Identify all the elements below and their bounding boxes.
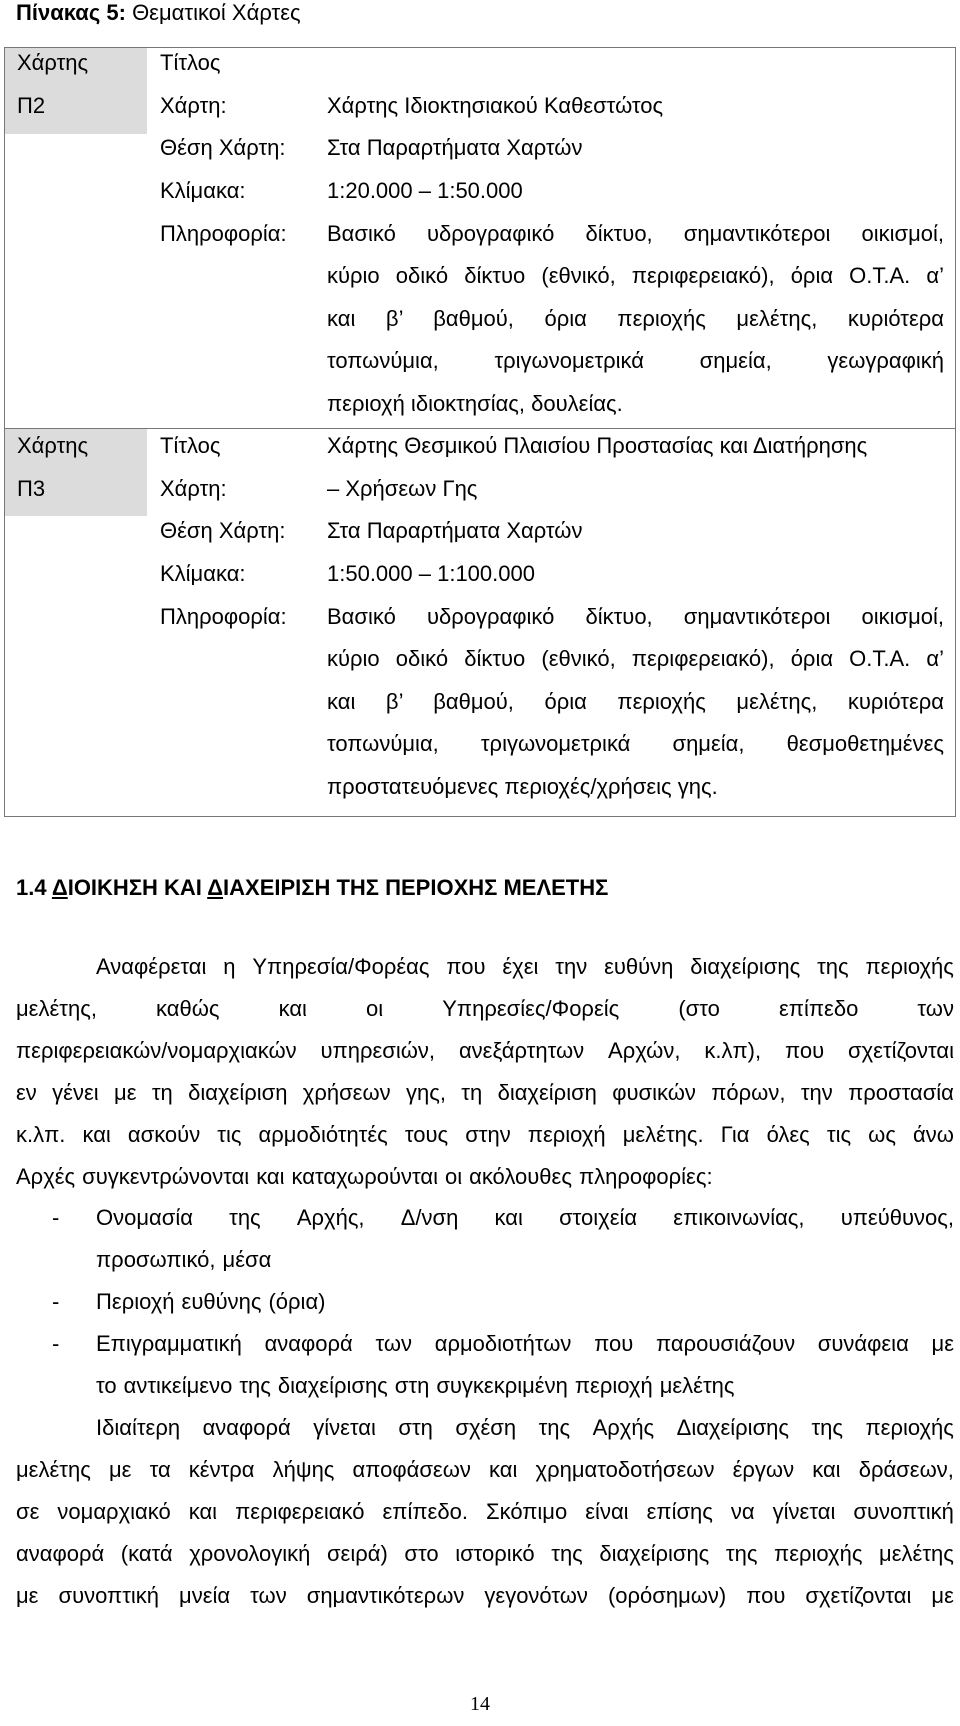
bullet-dash: - bbox=[52, 1205, 60, 1230]
field-label: Χάρτη: bbox=[160, 93, 227, 118]
field-value: Χάρτης Θεσμικού Πλαισίου Προστασίας και Διατήρησης bbox=[327, 433, 868, 458]
table-caption bbox=[16, 0, 301, 26]
body-line: Αναφέρεται η Υπηρεσία/Φορέας που έχει την ευθύνη διαχείρισης της περιοχής bbox=[96, 954, 954, 979]
page-number: 14 bbox=[470, 1693, 490, 1715]
field-value: Στα Παραρτήματα Χαρτών bbox=[327, 135, 583, 160]
section-title-part: Δ bbox=[51, 875, 68, 900]
caption-label: Πίνακας 5: bbox=[16, 0, 126, 25]
field-label: Πληροφορία: bbox=[160, 604, 287, 629]
field-value-line: και β’ βαθμού, όρια περιοχής μελέτης, κυριότερα bbox=[327, 689, 944, 714]
body-line: Περιοχή ευθύνης (όρια) bbox=[96, 1289, 326, 1314]
section-title-part: ΙΑΧΕΙΡΙΣΗ ΤΗΣ ΠΕΡΙΟΧΗΣ ΜΕΛΕΤΗΣ bbox=[223, 875, 609, 900]
body-line: σε νομαρχιακό και περιφερειακό επίπεδο. Σκόπιμο είναι επίσης να γίνεται συνοπτική bbox=[16, 1499, 954, 1524]
section-title-part: Δ bbox=[207, 875, 224, 900]
section-title bbox=[52, 875, 608, 900]
field-label: Πληροφορία: bbox=[160, 221, 287, 246]
body-line: Αρχές συγκεντρώνονται και καταχωρούνται οι ακόλουθες πληροφορίες: bbox=[16, 1164, 713, 1189]
field-value-line: Βασικό υδρογραφικό δίκτυο, σημαντικότεροι οικισμοί, bbox=[327, 221, 944, 246]
body-line: περιφερειακών/νομαρχιακών υπηρεσιών, ανεξάρτητων Αρχών, κ.λπ), που σχετίζονται bbox=[16, 1038, 954, 1063]
body-line: το αντικείμενο της διαχείρισης στη συγκεκριμένη περιοχή μελέτης bbox=[96, 1373, 735, 1398]
map-id-line2: Π2 bbox=[17, 93, 46, 118]
field-label: Τίτλος bbox=[160, 433, 221, 458]
field-value: 1:50.000 – 1:100.000 bbox=[327, 561, 535, 586]
section-heading bbox=[16, 875, 608, 901]
field-value: Χάρτης Ιδιοκτησιακού Καθεστώτος bbox=[327, 93, 664, 118]
field-value-line: κύριο οδικό δίκτυο (εθνικό, περιφερειακό), όρια Ο.Τ.Α. α’ bbox=[327, 263, 944, 288]
map-id-line1: Χάρτης bbox=[17, 50, 89, 75]
bullet-dash: - bbox=[52, 1331, 60, 1356]
body-line: μελέτης, καθώς και οι Υπηρεσίες/Φορείς (στο επίπεδο των bbox=[16, 996, 954, 1021]
map-id-line1: Χάρτης bbox=[17, 433, 89, 458]
body-line: αναφορά (κατά χρονολογική σειρά) στο ιστορικό της διαχείρισης της περιοχής μελέτης bbox=[16, 1541, 954, 1566]
section-number: 1.4 bbox=[16, 875, 47, 900]
body-line: Ονομασία της Αρχής, Δ/νση και στοιχεία επικοινωνίας, υπεύθυνος, bbox=[96, 1205, 954, 1230]
field-value: – Χρήσεων Γης bbox=[327, 476, 478, 501]
field-label: Θέση Χάρτη: bbox=[160, 518, 286, 543]
field-value-line: τοπωνύμια, τριγωνομετρικά σημεία, γεωγραφική bbox=[327, 348, 944, 373]
field-value: Στα Παραρτήματα Χαρτών bbox=[327, 518, 583, 543]
field-label: Χάρτη: bbox=[160, 476, 227, 501]
body-line: με συνοπτική μνεία των σημαντικότερων γεγονότων (ορόσημων) που σχετίζονται με bbox=[16, 1583, 954, 1608]
field-value-line: τοπωνύμια, τριγωνομετρικά σημεία, θεσμοθετημένες bbox=[327, 731, 944, 756]
field-label: Κλίμακα: bbox=[160, 178, 246, 203]
bullet-dash: - bbox=[52, 1289, 60, 1314]
body-line: μελέτης με τα κέντρα λήψης αποφάσεων και χρηματοδοτήσεων έργων και δράσεων, bbox=[16, 1457, 954, 1482]
field-value-line: και β’ βαθμού, όρια περιοχής μελέτης, κυριότερα bbox=[327, 306, 944, 331]
field-value-line: προστατευόμενες περιοχές/χρήσεις γης. bbox=[327, 774, 718, 799]
body-line: εν γένει με τη διαχείριση χρήσεων γης, τη διαχείριση φυσικών πόρων, την προστασία bbox=[16, 1080, 954, 1105]
body-line: προσωπικό, μέσα bbox=[96, 1247, 272, 1272]
body-line: κ.λπ. και ασκούν τις αρμοδιότητές τους στην περιοχή μελέτης. Για όλες τις ως άνω bbox=[16, 1122, 954, 1147]
field-label: Τίτλος bbox=[160, 50, 221, 75]
field-value-line: περιοχή ιδιοκτησίας, δουλείας. bbox=[327, 391, 623, 416]
body-line: Ιδιαίτερη αναφορά γίνεται στη σχέση της Αρχής Διαχείρισης της περιοχής bbox=[96, 1415, 954, 1440]
body-line: Επιγραμματική αναφορά των αρμοδιοτήτων που παρουσιάζουν συνάφεια με bbox=[96, 1331, 954, 1356]
field-value-line: κύριο οδικό δίκτυο (εθνικό, περιφερειακό), όρια Ο.Τ.Α. α’ bbox=[327, 646, 944, 671]
caption-title: Θεματικοί Χάρτες bbox=[132, 0, 301, 25]
field-label: Θέση Χάρτη: bbox=[160, 135, 286, 160]
section-title-part: ΙΟΙΚΗΣΗ ΚΑΙ bbox=[67, 875, 208, 900]
field-value: 1:20.000 – 1:50.000 bbox=[327, 178, 523, 203]
field-value-line: Βασικό υδρογραφικό δίκτυο, σημαντικότεροι οικισμοί, bbox=[327, 604, 944, 629]
field-label: Κλίμακα: bbox=[160, 561, 246, 586]
map-id-line2: Π3 bbox=[17, 476, 46, 501]
